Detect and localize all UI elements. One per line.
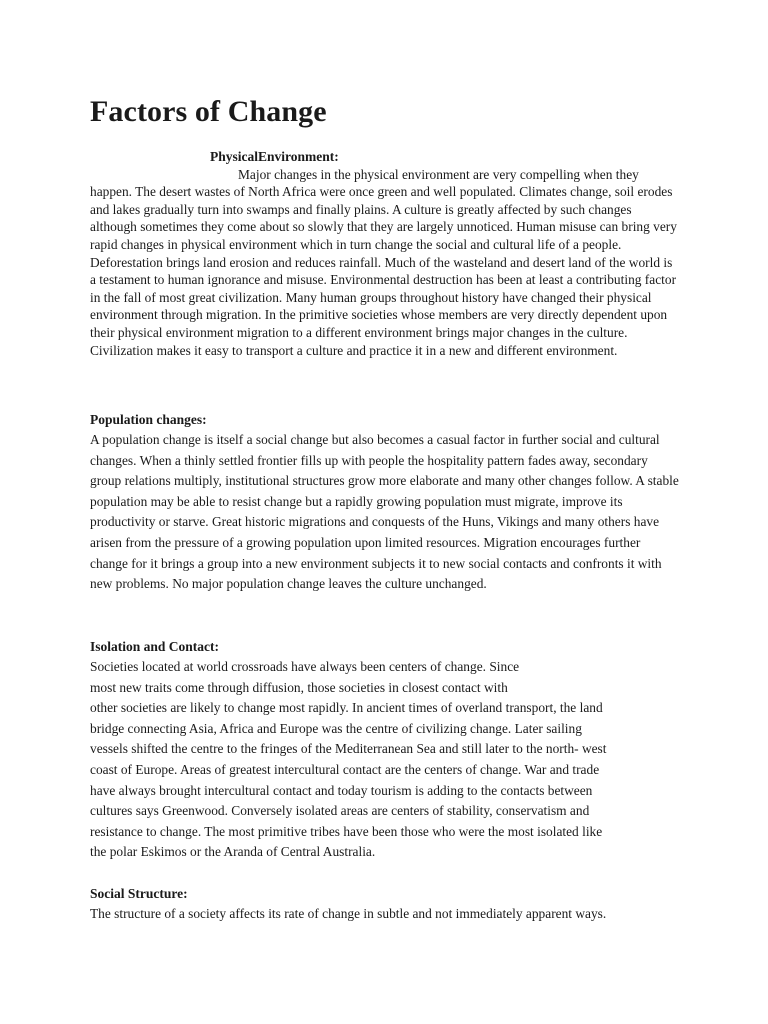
isolation-line: resistance to change. The most primitive tribes have been those who were the most isolated like: [90, 823, 603, 839]
section-heading-population: Population changes:: [90, 412, 207, 427]
section-heading-social: Social Structure:: [90, 886, 188, 901]
isolation-line: most new traits come through diffusion, those societies in closest contact with: [90, 679, 508, 695]
isolation-line: other societies are likely to change most rapidly. In ancient times of overland transport, the land: [90, 700, 603, 716]
section-social-structure: [90, 884, 680, 925]
isolation-line: Societies located at world crossroads have always been centers of change. Since: [90, 659, 520, 674]
section-heading-isolation: Isolation and Contact:: [90, 639, 220, 654]
section-heading-physical: PhysicalEnvironment:: [210, 149, 339, 164]
section-body-social: The structure of a society affects its rate of change in subtle and not immediately apparent ways.: [90, 906, 607, 921]
isolation-line: have always brought intercultural contact and today tourism is adding to the contacts between: [90, 782, 593, 798]
isolation-line: coast of Europe. Areas of greatest intercultural contact are the centers of change. War and trade: [90, 761, 600, 777]
section-isolation-contact: [90, 637, 680, 863]
section-body-physical: Major changes in the physical environment are very compelling when they happen. The desert wastes of North Africa were once green and well populated. Climates change, soil erodes and lakes gradually turn into swamps and finally plains. A culture is greatly affected by such changes although sometimes they come about so slowly that they are largely unnoticed. Human misuse can bring very rapid changes in physical environment which in turn change the social and cultural life of a people. Deforestation brings land erosion and reduces rainfall. Much of the wasteland and desert land of the world is a testament to human ignorance and misuse. Environmental destruction has been at least a contributing factor in the fall of most great civilization. Many human groups throughout history have changed their physical environment through migration. In the primitive societies whose members are very directly dependent upon their physical environment migration to a different environment brings major changes in the culture. Civilization makes it easy to transport a culture and practice it in a new and different environment.: [90, 166, 677, 358]
page-title: Factors of Change: [90, 95, 327, 128]
section-population-changes: [90, 410, 680, 595]
section-body-population: A population change is itself a social change but also becomes a casual factor in further social and cultural changes. When a thinly settled frontier fills up with people the hospitality pattern fades away, secondary group relations multiply, institutional structures grow more elaborate and many other changes follow. A stable population may be able to resist change but a rapidly growing population must migrate, improve its productivity or starve. Great historic migrations and conquests of the Huns, Vikings and many others have arisen from the pressure of a growing population upon limited resources. Migration encourages further change for it brings a group into a new environment subjects it to new social contacts and confronts it with new problems. No major population change leaves the culture unchanged.: [90, 432, 679, 592]
section-physical-environment: [90, 148, 680, 359]
isolation-line: vessels shifted the centre to the fringes of the Mediterranean Sea and still later to the north- west: [90, 741, 607, 757]
isolation-line: the polar Eskimos or the Aranda of Central Australia.: [90, 844, 376, 860]
section-body-isolation: [90, 657, 680, 863]
isolation-line: cultures says Greenwood. Conversely isolated areas are centers of stability, conservatism and: [90, 803, 590, 819]
isolation-line: bridge connecting Asia, Africa and Europe was the centre of civilizing change. Later sailing: [90, 720, 582, 736]
